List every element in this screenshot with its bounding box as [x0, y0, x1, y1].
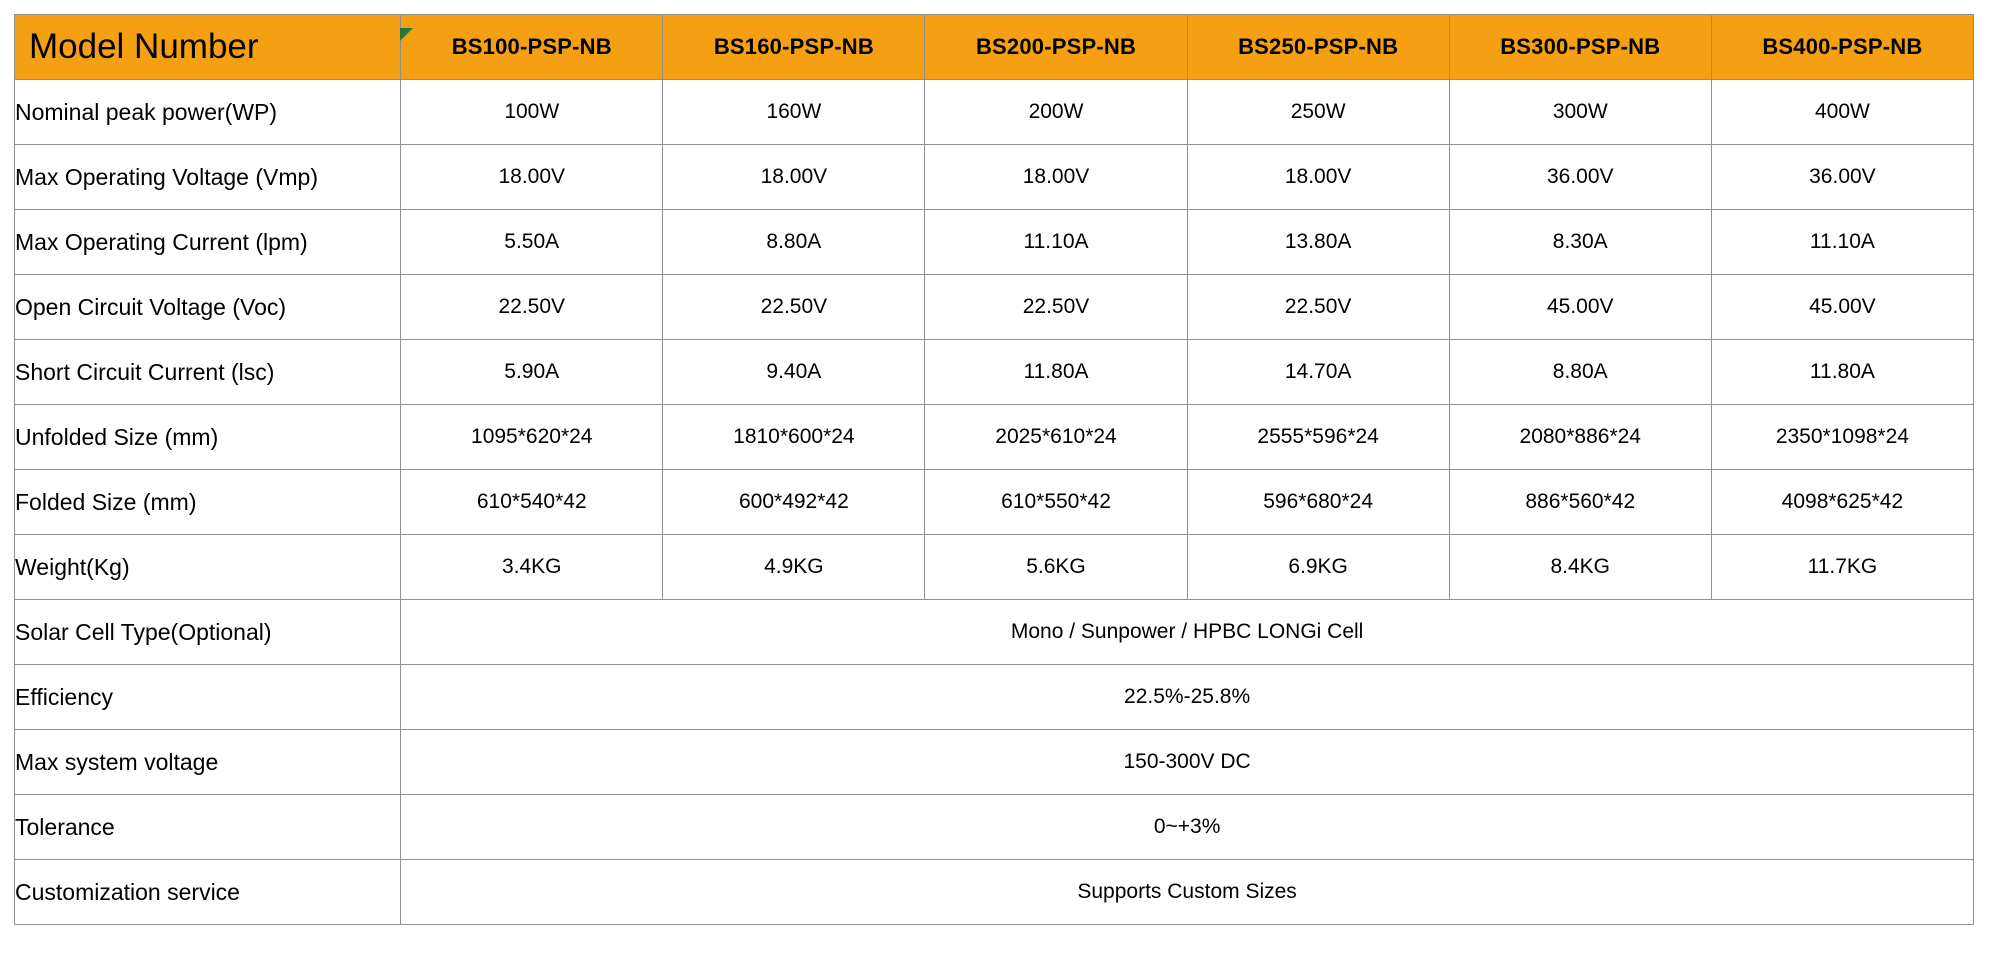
table-row — [15, 405, 1974, 470]
table-cell: 11.80A — [1711, 340, 1973, 405]
spec-sheet — [0, 14, 2000, 964]
table-cell: 250W — [1187, 80, 1449, 145]
header-model-6: BS400-PSP-NB — [1711, 15, 1973, 80]
table-cell: 3.4KG — [401, 535, 663, 600]
header-model-3: BS200-PSP-NB — [925, 15, 1187, 80]
row-label: Efficiency — [15, 665, 401, 730]
table-header — [15, 15, 1974, 80]
table-cell: 8.30A — [1449, 210, 1711, 275]
table-cell: 11.10A — [925, 210, 1187, 275]
table-row — [15, 860, 1974, 925]
table-cell: 11.80A — [925, 340, 1187, 405]
table-cell: 8.80A — [1449, 340, 1711, 405]
row-label: Short Circuit Current (lsc) — [15, 340, 401, 405]
table-cell: 1810*600*24 — [663, 405, 925, 470]
table-cell: 45.00V — [1711, 275, 1973, 340]
table-cell: 14.70A — [1187, 340, 1449, 405]
table-cell: 1095*620*24 — [401, 405, 663, 470]
table-cell: 100W — [401, 80, 663, 145]
row-label: Max Operating Voltage (Vmp) — [15, 145, 401, 210]
table-cell: 36.00V — [1449, 145, 1711, 210]
row-label: Tolerance — [15, 795, 401, 860]
table-cell: 8.4KG — [1449, 535, 1711, 600]
table-cell: 18.00V — [1187, 145, 1449, 210]
table-cell: 2025*610*24 — [925, 405, 1187, 470]
row-label: Unfolded Size (mm) — [15, 405, 401, 470]
table-cell: 13.80A — [1187, 210, 1449, 275]
table-cell: 200W — [925, 80, 1187, 145]
row-label: Customization service — [15, 860, 401, 925]
table-cell-merged: Supports Custom Sizes — [401, 860, 1974, 925]
table-row — [15, 210, 1974, 275]
table-cell: 8.80A — [663, 210, 925, 275]
header-model-1: BS100-PSP-NB — [401, 15, 663, 80]
table-row — [15, 340, 1974, 405]
table-cell: 2080*886*24 — [1449, 405, 1711, 470]
table-cell: 5.50A — [401, 210, 663, 275]
table-row — [15, 730, 1974, 795]
table-row — [15, 470, 1974, 535]
table-cell: 886*560*42 — [1449, 470, 1711, 535]
header-model-number: Model Number — [15, 15, 401, 80]
table-cell: 22.50V — [663, 275, 925, 340]
table-row — [15, 535, 1974, 600]
table-cell-merged: 0~+3% — [401, 795, 1974, 860]
header-row — [15, 15, 1974, 80]
row-label: Max system voltage — [15, 730, 401, 795]
table-cell: 11.7KG — [1711, 535, 1973, 600]
table-cell: 300W — [1449, 80, 1711, 145]
table-cell: 45.00V — [1449, 275, 1711, 340]
table-row — [15, 275, 1974, 340]
specification-table — [14, 14, 1974, 925]
table-row — [15, 795, 1974, 860]
table-cell: 22.50V — [401, 275, 663, 340]
table-row — [15, 600, 1974, 665]
table-cell: 610*540*42 — [401, 470, 663, 535]
table-cell: 18.00V — [925, 145, 1187, 210]
row-label: Weight(Kg) — [15, 535, 401, 600]
header-model-2: BS160-PSP-NB — [663, 15, 925, 80]
table-cell: 22.50V — [925, 275, 1187, 340]
row-label: Nominal peak power(WP) — [15, 80, 401, 145]
table-row — [15, 80, 1974, 145]
row-label: Solar Cell Type(Optional) — [15, 600, 401, 665]
table-cell-merged: 150-300V DC — [401, 730, 1974, 795]
header-model-4: BS250-PSP-NB — [1187, 15, 1449, 80]
table-cell: 18.00V — [401, 145, 663, 210]
table-cell: 600*492*42 — [663, 470, 925, 535]
table-cell-merged: 22.5%-25.8% — [401, 665, 1974, 730]
table-cell: 36.00V — [1711, 145, 1973, 210]
table-cell: 160W — [663, 80, 925, 145]
table-cell: 400W — [1711, 80, 1973, 145]
table-cell: 4.9KG — [663, 535, 925, 600]
table-row — [15, 665, 1974, 730]
table-cell: 22.50V — [1187, 275, 1449, 340]
row-label: Folded Size (mm) — [15, 470, 401, 535]
table-cell: 5.90A — [401, 340, 663, 405]
table-cell-merged: Mono / Sunpower / HPBC LONGi Cell — [401, 600, 1974, 665]
table-cell: 18.00V — [663, 145, 925, 210]
table-cell: 2555*596*24 — [1187, 405, 1449, 470]
table-cell: 11.10A — [1711, 210, 1973, 275]
table-cell: 6.9KG — [1187, 535, 1449, 600]
table-row — [15, 145, 1974, 210]
table-body — [15, 80, 1974, 925]
table-cell: 596*680*24 — [1187, 470, 1449, 535]
table-cell: 5.6KG — [925, 535, 1187, 600]
table-cell: 2350*1098*24 — [1711, 405, 1973, 470]
header-model-5: BS300-PSP-NB — [1449, 15, 1711, 80]
row-label: Max Operating Current (lpm) — [15, 210, 401, 275]
table-cell: 610*550*42 — [925, 470, 1187, 535]
table-cell: 9.40A — [663, 340, 925, 405]
row-label: Open Circuit Voltage (Voc) — [15, 275, 401, 340]
table-cell: 4098*625*42 — [1711, 470, 1973, 535]
